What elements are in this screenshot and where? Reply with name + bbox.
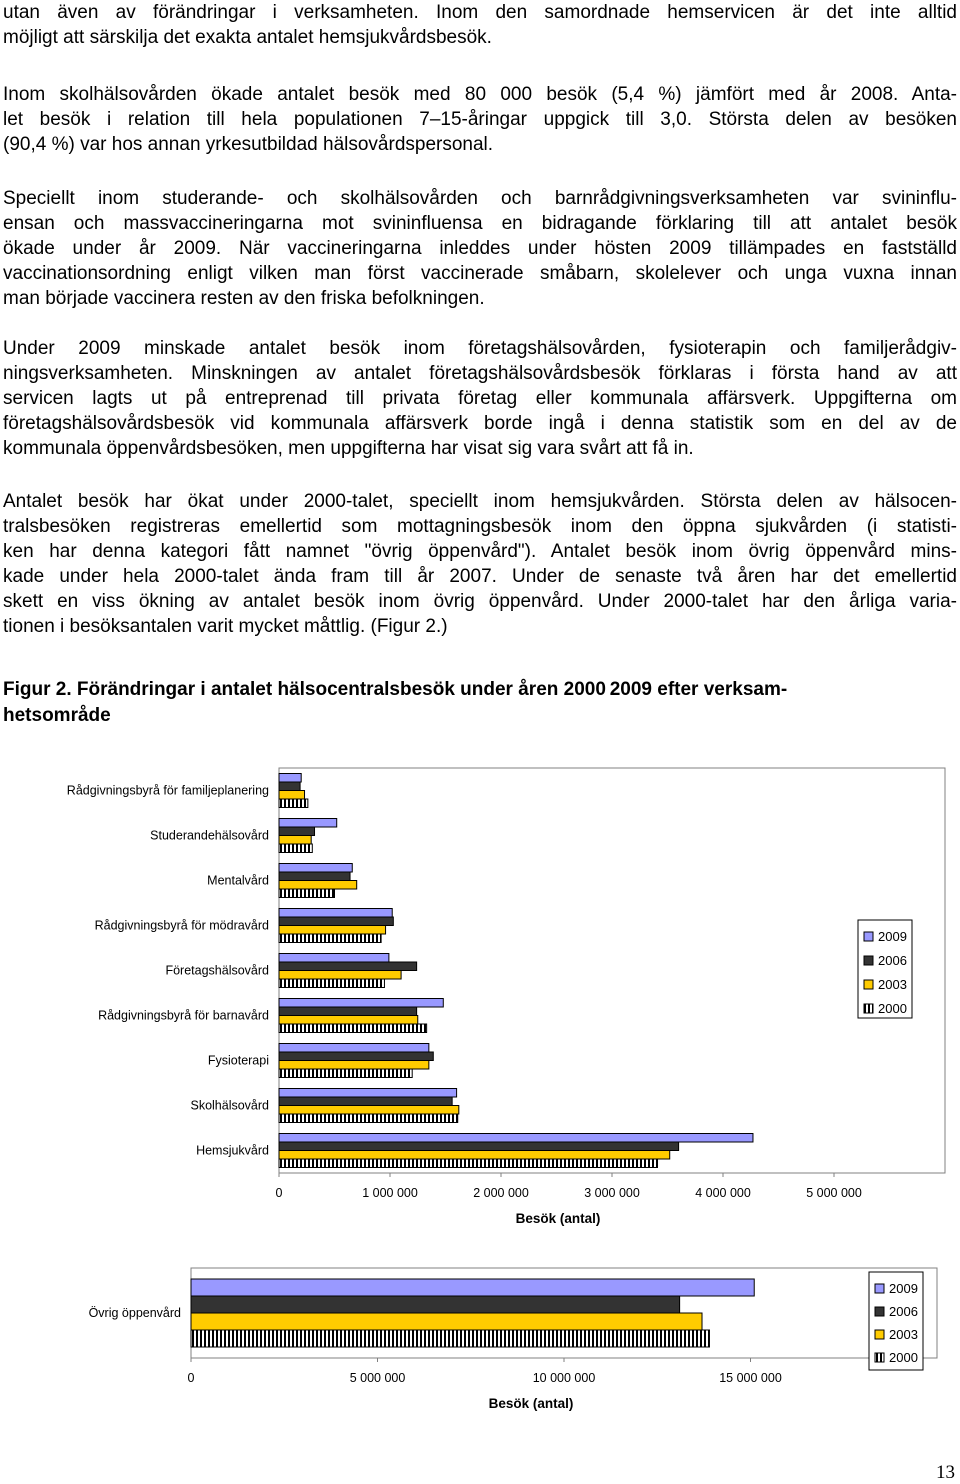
bar-2009 bbox=[279, 1089, 457, 1098]
figure-title-line: Figur 2. Förändringar i antalet hälsocentralsbesök under åren 2000 2009 efter verksam- bbox=[3, 679, 788, 700]
tick-label: 4 000 000 bbox=[695, 1186, 751, 1200]
bar-2000 bbox=[279, 889, 335, 898]
tick-label: 1 000 000 bbox=[362, 1186, 418, 1200]
text-line: vaccinationsordning enligt vilken man först vaccinerade småbarn, skolelever och unga vuxna innan bbox=[3, 263, 957, 284]
text-line: företagshälsovårdsbesök vid kommunala affärsverk borde ingå i denna statistik som en del av de bbox=[3, 413, 957, 434]
legend-label: 2003 bbox=[878, 977, 907, 992]
legend-label: 2009 bbox=[889, 1281, 918, 1296]
bar-2003 bbox=[279, 1016, 418, 1025]
category-label: Rådgivningsbyrå för barnavård bbox=[98, 1008, 269, 1023]
bar-2006 bbox=[279, 1052, 433, 1061]
text-line: tralsbesöken registreras emellertid som mottagningsbesök inom den öppna sjukvården (i statisti- bbox=[3, 516, 957, 537]
legend-label: 2000 bbox=[889, 1350, 918, 1365]
bar-2000 bbox=[279, 1069, 412, 1078]
figure-title bbox=[3, 677, 957, 729]
text-line: servicen lagts ut på entreprenad till privata företag eller kommunala affärsverk. Uppgifterna om bbox=[3, 388, 957, 409]
page-number: 13 bbox=[936, 1462, 955, 1483]
bar-chart-ovrig bbox=[0, 1260, 960, 1440]
bar-2009 bbox=[191, 1279, 754, 1296]
bar-2006 bbox=[279, 1007, 417, 1016]
bar-2009 bbox=[279, 819, 337, 828]
tick-label: 0 bbox=[187, 1371, 195, 1385]
bar-2000 bbox=[279, 1114, 458, 1123]
tick-label: 2 000 000 bbox=[473, 1186, 529, 1200]
bar-2009 bbox=[279, 864, 352, 873]
tick-label: 0 bbox=[275, 1186, 283, 1200]
legend-label: 2000 bbox=[878, 1001, 907, 1016]
tick-label: 5 000 000 bbox=[349, 1371, 406, 1385]
text-line: ningsverksamheten. Minskningen av antalet företagshälsovårdsbesök förklaras i första hand av att bbox=[3, 363, 957, 384]
paragraph bbox=[3, 336, 957, 461]
legend-label: 2006 bbox=[878, 953, 907, 968]
text-line: skett en viss ökning av antalet besök inom övrig öppenvård. Under 2000-talet har den årliga varia- bbox=[3, 591, 957, 612]
text-line: Antalet besök har ökat under 2000-talet, speciellt inom hemsjukvården. Största delen av hälsocen- bbox=[3, 491, 957, 512]
text-line: ken har denna kategori fått namnet "övrig öppenvård"). Antalet besök inom övrig öppenvård mins- bbox=[3, 541, 957, 562]
bar-2000 bbox=[279, 979, 384, 988]
legend-swatch bbox=[864, 932, 873, 941]
tick-label: 5 000 000 bbox=[806, 1186, 862, 1200]
legend-swatch bbox=[875, 1284, 884, 1293]
text-line: tionen i besöksantalen varit mycket måttlig. (Figur 2.) bbox=[3, 616, 448, 637]
tick-label: 15 000 000 bbox=[719, 1371, 782, 1385]
tick-label: 3 000 000 bbox=[584, 1186, 640, 1200]
category-label: Skolhälsovård bbox=[190, 1098, 269, 1113]
x-axis-label: Besök (antal) bbox=[488, 1396, 574, 1411]
bar-2006 bbox=[279, 1097, 452, 1106]
x-axis-label: Besök (antal) bbox=[515, 1211, 601, 1226]
figure-title-line: hetsområde bbox=[3, 705, 111, 726]
bar-2009 bbox=[279, 909, 392, 918]
paragraph bbox=[3, 0, 957, 50]
legend-swatch bbox=[875, 1330, 884, 1339]
bar-2006 bbox=[191, 1296, 680, 1313]
bar-2009 bbox=[279, 774, 301, 783]
text-line: (90,4 %) var hos annan yrkesutbildad hälsovårdspersonal. bbox=[3, 134, 494, 155]
bar-2000 bbox=[279, 844, 312, 853]
category-label: Hemsjukvård bbox=[196, 1143, 269, 1158]
bar-2003 bbox=[279, 791, 305, 800]
bar-2006 bbox=[279, 917, 393, 926]
bar-2003 bbox=[191, 1313, 702, 1330]
text-line: ensan och massvaccineringarna mot svininfluensa en bidragande förklaring till att antalet besök bbox=[3, 213, 957, 234]
bar-2000 bbox=[279, 934, 381, 943]
legend-swatch bbox=[864, 1004, 873, 1013]
category-label: Fysioterapi bbox=[207, 1053, 269, 1068]
bar-2003 bbox=[279, 1061, 429, 1070]
bar-2000 bbox=[279, 1159, 658, 1168]
text-line: kommunala öppenvårdsbesöken, men uppgifterna har visat sig vara svårt att få in. bbox=[3, 438, 694, 459]
legend-swatch bbox=[875, 1353, 884, 1362]
paragraph bbox=[3, 489, 957, 639]
bar-2009 bbox=[279, 999, 443, 1008]
bar-2000 bbox=[191, 1330, 709, 1347]
bar-2009 bbox=[279, 1044, 429, 1053]
bar-2000 bbox=[279, 1024, 427, 1033]
category-label: Rådgivningsbyrå för familjeplanering bbox=[66, 783, 269, 798]
bar-2009 bbox=[279, 1134, 753, 1143]
bar-2003 bbox=[279, 971, 401, 980]
text-line: Under 2009 minskade antalet besök inom företagshälsovården, fysioterapin och familjerådgiv- bbox=[3, 338, 957, 359]
bar-2000 bbox=[279, 799, 308, 808]
paragraph bbox=[3, 186, 957, 311]
bar-2003 bbox=[279, 1106, 459, 1115]
legend-swatch bbox=[864, 980, 873, 989]
legend-label: 2003 bbox=[889, 1327, 918, 1342]
text-line: utan även av förändringar i verksamheten. Inom den samordnade hemservicen är det inte alltid bbox=[3, 2, 957, 23]
legend-label: 2009 bbox=[878, 929, 907, 944]
tick-label: 10 000 000 bbox=[532, 1371, 596, 1385]
bar-2003 bbox=[279, 881, 357, 890]
bar-chart-main bbox=[0, 760, 960, 1230]
bar-2003 bbox=[279, 926, 386, 935]
text-line: let besök i relation till hela populationen 7–15-åringar uppgick till 3,0. Största delen av besöken bbox=[3, 109, 957, 130]
bar-2003 bbox=[279, 1151, 670, 1160]
bar-2006 bbox=[279, 1142, 679, 1151]
bar-2009 bbox=[279, 954, 389, 963]
bar-2006 bbox=[279, 962, 417, 971]
legend-label: 2006 bbox=[889, 1304, 918, 1319]
bar-2006 bbox=[279, 782, 300, 791]
bar-2006 bbox=[279, 827, 315, 836]
text-line: man började vaccinera resten av den friska befolkningen. bbox=[3, 288, 485, 309]
legend-swatch bbox=[875, 1307, 884, 1316]
category-label: Företagshälsovård bbox=[165, 963, 269, 978]
text-line: möjligt att särskilja det exakta antalet hemsjukvårdsbesök. bbox=[3, 27, 492, 48]
text-line: ökade under år 2009. När vaccineringarna inleddes under hösten 2009 tillämpades en fastställd bbox=[3, 238, 957, 259]
paragraph bbox=[3, 82, 957, 157]
category-label: Mentalvård bbox=[207, 873, 269, 888]
text-line: Inom skolhälsovården ökade antalet besök med 80 000 besök (5,4 %) jämfört med år 2008. Anta- bbox=[3, 84, 957, 105]
category-label: Studerandehälsovård bbox=[150, 828, 269, 843]
text-line: kade under hela 2000-talet ända fram till år 2007. Under de senaste två åren har det emellertid bbox=[3, 566, 957, 587]
category-label: Rådgivningsbyrå för mödravård bbox=[94, 918, 269, 933]
text-line: Speciellt inom studerande- och skolhälsovården och barnrådgivningsverksamheten var svininflu- bbox=[3, 188, 957, 209]
category-label: Övrig öppenvård bbox=[88, 1306, 181, 1320]
bar-2006 bbox=[279, 872, 350, 881]
legend-swatch bbox=[864, 956, 873, 965]
bar-2003 bbox=[279, 836, 311, 845]
